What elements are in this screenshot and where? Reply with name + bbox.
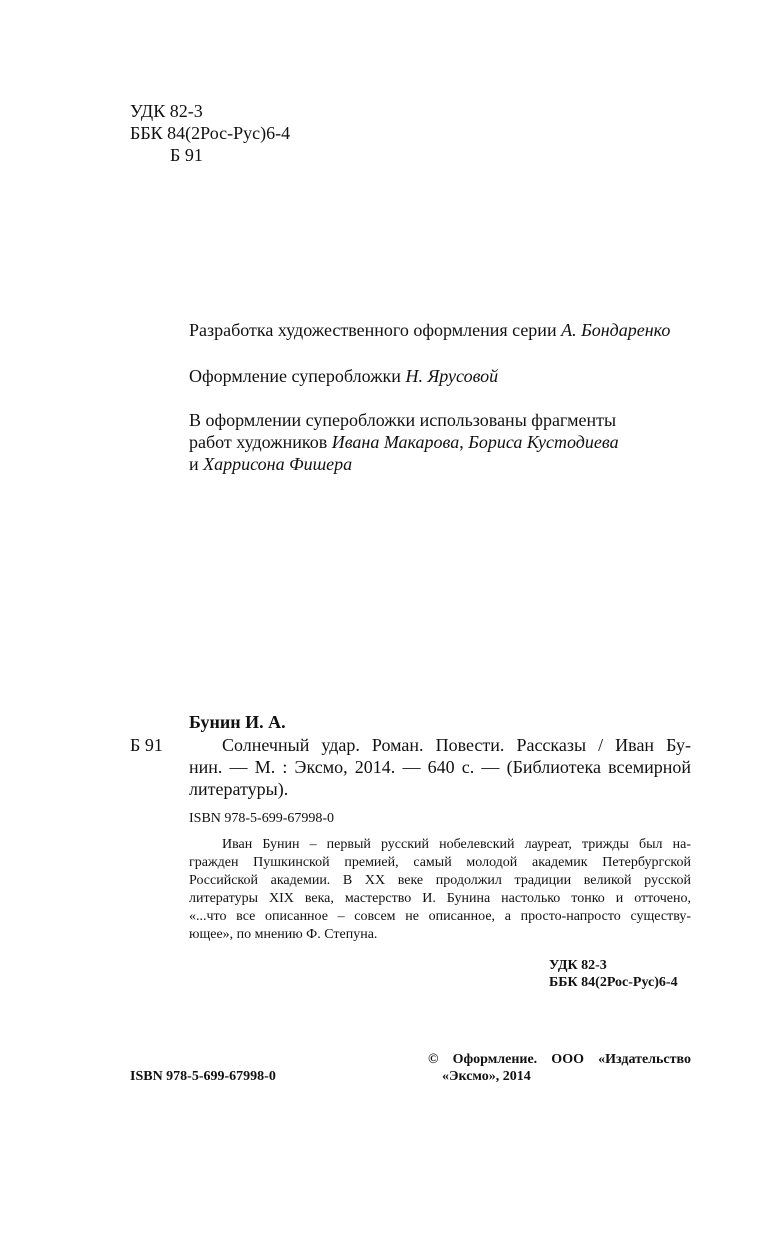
jacket-designer-name: Н. Ярусовой xyxy=(405,366,499,386)
jacket-fragments-line2 xyxy=(189,432,619,453)
series-design-credit xyxy=(189,320,670,341)
artist-name: Харрисона Фишера xyxy=(203,454,353,474)
artist-name: Бориса Кустодиева xyxy=(468,432,619,452)
comma: , xyxy=(459,432,464,452)
catalog-description-line: Солнечный удар. Роман. Повести. Рассказы / Иван Бу- xyxy=(222,735,691,755)
series-design-prefix: Разработка художественного оформления серии xyxy=(189,320,557,340)
artist-name: Ивана Макарова xyxy=(331,432,460,452)
annotation-line: «...что все описанное – совсем не описанное, а просто-напросто существу- xyxy=(189,909,691,924)
bbk-code: ББК 84(2Рос-Рус)6-4 xyxy=(130,123,291,143)
annotation-line: литературы XIX века, мастерство И. Бунина настолько тонко и отточено, xyxy=(189,891,691,906)
and-word: и xyxy=(189,454,199,474)
catalog-udk: УДК 82-3 xyxy=(549,958,607,973)
catalog-description-line: литературы). xyxy=(189,779,289,799)
catalog-bbk: ББК 84(2Рос-Рус)6-4 xyxy=(549,975,678,990)
jacket-design-prefix: Оформление суперобложки xyxy=(189,366,401,386)
jacket-design-credit xyxy=(189,366,498,387)
copyright-line: © Оформление. ООО «Издательство xyxy=(428,1052,691,1067)
catalog-description-line: нин. — М. : Эксмо, 2014. — 640 с. — (Библиотека всемирной xyxy=(189,757,691,777)
annotation-line: Российской академии. В XX веке продолжил традиции великой русской xyxy=(189,873,691,888)
jacket-fragments-line3 xyxy=(189,454,352,475)
catalog-isbn: ISBN 978-5-699-67998-0 xyxy=(189,811,335,826)
jacket-fragments-line1: В оформлении суперобложки использованы фрагменты xyxy=(189,410,617,430)
artists-prefix: работ художников xyxy=(189,432,328,452)
catalog-author: Бунин И. А. xyxy=(189,712,286,732)
footer-isbn: ISBN 978-5-699-67998-0 xyxy=(130,1069,276,1084)
copyright-line: «Эксмо», 2014 xyxy=(442,1069,531,1084)
annotation-line: Иван Бунин – первый русский нобелевский лауреат, трижды был на- xyxy=(222,837,691,852)
series-designer-name: А. Бондаренко xyxy=(561,320,671,340)
catalog-mark: Б 91 xyxy=(130,735,163,755)
annotation-line: гражден Пушкинской премией, самый молодой академик Петербургской xyxy=(189,855,691,870)
annotation-line: ющее», по мнению Ф. Степуна. xyxy=(189,927,378,942)
author-mark: Б 91 xyxy=(170,145,203,165)
udk-code: УДК 82-3 xyxy=(130,101,203,121)
